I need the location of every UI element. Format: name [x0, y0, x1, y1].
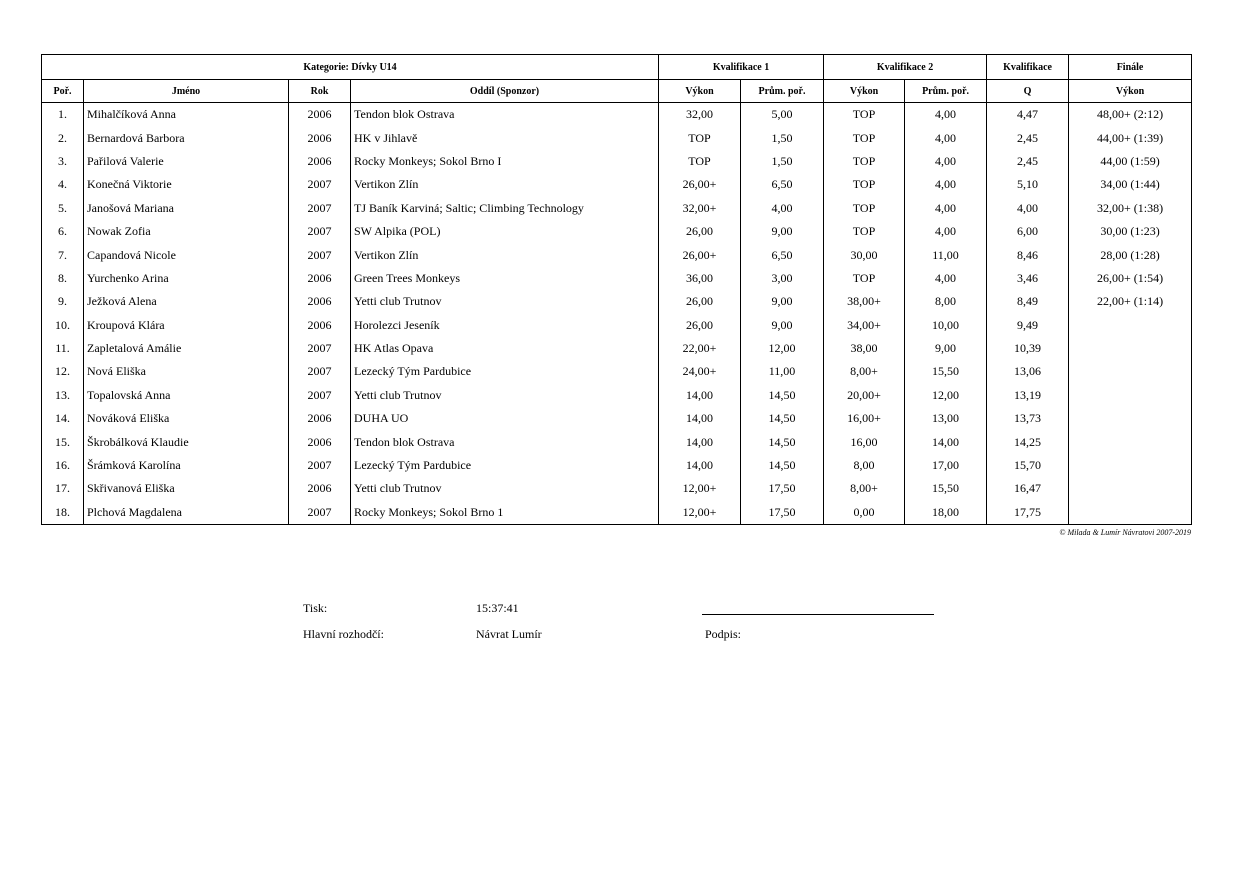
- q1-result-cell: 26,00: [659, 220, 741, 243]
- table-row: [42, 103, 1192, 127]
- col-q2-prum: Prům. poř.: [905, 80, 987, 103]
- col-name: Jméno: [84, 80, 289, 103]
- q1-rank-cell: 5,00: [741, 103, 824, 127]
- q-cell: 2,45: [987, 150, 1069, 173]
- rank-cell: 17.: [42, 477, 84, 500]
- club-cell: Tendon blok Ostrava: [351, 103, 659, 127]
- q2-rank-cell: 9,00: [905, 337, 987, 360]
- year-cell: 2006: [289, 150, 351, 173]
- q2-result-cell: 8,00: [824, 454, 905, 477]
- club-cell: DUHA UO: [351, 407, 659, 430]
- q1-rank-cell: 17,50: [741, 501, 824, 525]
- q1-result-cell: 12,00+: [659, 501, 741, 525]
- name-cell: Kroupová Klára: [84, 314, 289, 337]
- club-cell: HK v Jihlavě: [351, 126, 659, 149]
- club-cell: Rocky Monkeys; Sokol Brno 1: [351, 501, 659, 525]
- col-club: Oddíl (Sponzor): [351, 80, 659, 103]
- q-cell: 10,39: [987, 337, 1069, 360]
- final-result-cell: [1069, 407, 1192, 430]
- table-row: [42, 290, 1192, 313]
- club-cell: Yetti club Trutnov: [351, 290, 659, 313]
- final-result-cell: 48,00+ (2:12): [1069, 103, 1192, 127]
- q1-rank-cell: 14,50: [741, 384, 824, 407]
- q1-result-cell: 22,00+: [659, 337, 741, 360]
- q-cell: 2,45: [987, 126, 1069, 149]
- table-row: [42, 197, 1192, 220]
- q-cell: 13,73: [987, 407, 1069, 430]
- name-cell: Plchová Magdalena: [84, 501, 289, 525]
- rank-cell: 15.: [42, 430, 84, 453]
- rank-cell: 14.: [42, 407, 84, 430]
- club-cell: Lezecký Tým Pardubice: [351, 454, 659, 477]
- rank-cell: 5.: [42, 197, 84, 220]
- year-cell: 2007: [289, 360, 351, 383]
- col-q2-vykon: Výkon: [824, 80, 905, 103]
- q2-rank-cell: 8,00: [905, 290, 987, 313]
- q1-rank-cell: 3,00: [741, 267, 824, 290]
- club-cell: Horolezci Jeseník: [351, 314, 659, 337]
- q1-result-cell: 14,00: [659, 430, 741, 453]
- final-result-cell: 44,00 (1:59): [1069, 150, 1192, 173]
- q2-result-cell: TOP: [824, 173, 905, 196]
- name-cell: Mihalčíková Anna: [84, 103, 289, 127]
- q2-result-cell: 20,00+: [824, 384, 905, 407]
- col-q1-vykon: Výkon: [659, 80, 741, 103]
- rank-cell: 6.: [42, 220, 84, 243]
- q-cell: 3,46: [987, 267, 1069, 290]
- q1-rank-cell: 9,00: [741, 314, 824, 337]
- q1-result-cell: 12,00+: [659, 477, 741, 500]
- table-row: [42, 220, 1192, 243]
- q1-result-cell: TOP: [659, 150, 741, 173]
- table-row: [42, 314, 1192, 337]
- q1-result-cell: 24,00+: [659, 360, 741, 383]
- table-row: [42, 501, 1192, 525]
- name-cell: Pařilová Valerie: [84, 150, 289, 173]
- year-cell: 2007: [289, 173, 351, 196]
- qual-header: Kvalifikace: [987, 55, 1069, 80]
- qual1-header: Kvalifikace 1: [659, 55, 824, 80]
- signature-label: Podpis:: [705, 627, 742, 641]
- rank-cell: 9.: [42, 290, 84, 313]
- q2-rank-cell: 4,00: [905, 197, 987, 220]
- table-row: [42, 430, 1192, 453]
- final-result-cell: 28,00 (1:28): [1069, 243, 1192, 266]
- final-result-cell: 30,00 (1:23): [1069, 220, 1192, 243]
- table-row: [42, 126, 1192, 149]
- name-cell: Capandová Nicole: [84, 243, 289, 266]
- table-row: [42, 150, 1192, 173]
- q1-result-cell: 14,00: [659, 407, 741, 430]
- q2-result-cell: 16,00: [824, 430, 905, 453]
- print-label: Tisk:: [303, 601, 328, 615]
- rank-cell: 4.: [42, 173, 84, 196]
- year-cell: 2006: [289, 430, 351, 453]
- q2-rank-cell: 4,00: [905, 220, 987, 243]
- club-cell: HK Atlas Opava: [351, 337, 659, 360]
- year-cell: 2007: [289, 197, 351, 220]
- q2-rank-cell: 11,00: [905, 243, 987, 266]
- q1-result-cell: 14,00: [659, 384, 741, 407]
- club-cell: Lezecký Tým Pardubice: [351, 360, 659, 383]
- final-result-cell: 26,00+ (1:54): [1069, 267, 1192, 290]
- name-cell: Ježková Alena: [84, 290, 289, 313]
- q-cell: 13,06: [987, 360, 1069, 383]
- print-time: 15:37:41: [476, 601, 519, 615]
- q1-result-cell: 32,00+: [659, 197, 741, 220]
- rank-cell: 7.: [42, 243, 84, 266]
- name-cell: Skřivanová Eliška: [84, 477, 289, 500]
- judge-name: Návrat Lumír: [476, 627, 542, 641]
- q1-result-cell: 26,00: [659, 314, 741, 337]
- q2-result-cell: TOP: [824, 267, 905, 290]
- q1-rank-cell: 4,00: [741, 197, 824, 220]
- rank-cell: 3.: [42, 150, 84, 173]
- final-result-cell: [1069, 384, 1192, 407]
- club-cell: Yetti club Trutnov: [351, 477, 659, 500]
- year-cell: 2007: [289, 454, 351, 477]
- club-cell: Yetti club Trutnov: [351, 384, 659, 407]
- q-cell: 9,49: [987, 314, 1069, 337]
- table-row: [42, 360, 1192, 383]
- name-cell: Šrámková Karolína: [84, 454, 289, 477]
- club-cell: Vertikon Zlín: [351, 173, 659, 196]
- q1-rank-cell: 17,50: [741, 477, 824, 500]
- final-result-cell: [1069, 477, 1192, 500]
- name-cell: Bernardová Barbora: [84, 126, 289, 149]
- name-cell: Konečná Viktorie: [84, 173, 289, 196]
- q2-rank-cell: 4,00: [905, 126, 987, 149]
- col-final-vykon: Výkon: [1069, 80, 1192, 103]
- q2-result-cell: TOP: [824, 126, 905, 149]
- q-cell: 6,00: [987, 220, 1069, 243]
- q1-rank-cell: 9,00: [741, 290, 824, 313]
- final-result-cell: [1069, 430, 1192, 453]
- q-cell: 8,46: [987, 243, 1069, 266]
- rank-cell: 8.: [42, 267, 84, 290]
- q2-rank-cell: 4,00: [905, 103, 987, 127]
- q2-rank-cell: 17,00: [905, 454, 987, 477]
- name-cell: Yurchenko Arina: [84, 267, 289, 290]
- q2-result-cell: TOP: [824, 197, 905, 220]
- q1-result-cell: 32,00: [659, 103, 741, 127]
- name-cell: Škrobálková Klaudie: [84, 430, 289, 453]
- name-cell: Janošová Mariana: [84, 197, 289, 220]
- table-row: [42, 173, 1192, 196]
- final-result-cell: [1069, 454, 1192, 477]
- results-table: [41, 54, 1192, 525]
- final-result-cell: [1069, 501, 1192, 525]
- year-cell: 2007: [289, 243, 351, 266]
- club-cell: Tendon blok Ostrava: [351, 430, 659, 453]
- q2-result-cell: TOP: [824, 103, 905, 127]
- header-row-columns: [42, 80, 1192, 103]
- club-cell: Green Trees Monkeys: [351, 267, 659, 290]
- club-cell: TJ Baník Karviná; Saltic; Climbing Technology: [351, 197, 659, 220]
- club-cell: SW Alpika (POL): [351, 220, 659, 243]
- year-cell: 2007: [289, 501, 351, 525]
- col-por: Poř.: [42, 80, 84, 103]
- club-cell: Vertikon Zlín: [351, 243, 659, 266]
- col-q: Q: [987, 80, 1069, 103]
- q2-result-cell: 16,00+: [824, 407, 905, 430]
- q2-result-cell: TOP: [824, 220, 905, 243]
- rank-cell: 16.: [42, 454, 84, 477]
- q-cell: 15,70: [987, 454, 1069, 477]
- q-cell: 4,47: [987, 103, 1069, 127]
- final-result-cell: [1069, 314, 1192, 337]
- copyright-note: © Milada & Lumír Návratovi 2007-2019: [1059, 528, 1191, 537]
- table-row: [42, 384, 1192, 407]
- q2-rank-cell: 4,00: [905, 173, 987, 196]
- name-cell: Nová Eliška: [84, 360, 289, 383]
- q2-result-cell: 34,00+: [824, 314, 905, 337]
- qual2-header: Kvalifikace 2: [824, 55, 987, 80]
- q2-result-cell: 38,00: [824, 337, 905, 360]
- q2-result-cell: 30,00: [824, 243, 905, 266]
- header-row-top: [42, 55, 1192, 80]
- signature-line: [702, 614, 934, 615]
- year-cell: 2006: [289, 126, 351, 149]
- q1-rank-cell: 14,50: [741, 430, 824, 453]
- q-cell: 14,25: [987, 430, 1069, 453]
- q1-rank-cell: 14,50: [741, 407, 824, 430]
- q1-rank-cell: 11,00: [741, 360, 824, 383]
- q1-result-cell: 14,00: [659, 454, 741, 477]
- club-cell: Rocky Monkeys; Sokol Brno I: [351, 150, 659, 173]
- q2-result-cell: 8,00+: [824, 477, 905, 500]
- q-cell: 16,47: [987, 477, 1069, 500]
- final-result-cell: [1069, 337, 1192, 360]
- q1-result-cell: 26,00: [659, 290, 741, 313]
- q2-rank-cell: 4,00: [905, 150, 987, 173]
- table-row: [42, 477, 1192, 500]
- table-row: [42, 407, 1192, 430]
- rank-cell: 11.: [42, 337, 84, 360]
- q1-result-cell: 36,00: [659, 267, 741, 290]
- rank-cell: 18.: [42, 501, 84, 525]
- final-result-cell: 34,00 (1:44): [1069, 173, 1192, 196]
- year-cell: 2006: [289, 103, 351, 127]
- year-cell: 2007: [289, 384, 351, 407]
- col-q1-prum: Prům. poř.: [741, 80, 824, 103]
- q2-rank-cell: 4,00: [905, 267, 987, 290]
- q1-rank-cell: 1,50: [741, 126, 824, 149]
- name-cell: Nováková Eliška: [84, 407, 289, 430]
- q1-rank-cell: 14,50: [741, 454, 824, 477]
- rank-cell: 10.: [42, 314, 84, 337]
- category-title: Kategorie: Dívky U14: [42, 55, 659, 80]
- q-cell: 17,75: [987, 501, 1069, 525]
- name-cell: Zapletalová Amálie: [84, 337, 289, 360]
- table-row: [42, 243, 1192, 266]
- rank-cell: 2.: [42, 126, 84, 149]
- year-cell: 2006: [289, 407, 351, 430]
- q2-result-cell: 8,00+: [824, 360, 905, 383]
- table-row: [42, 454, 1192, 477]
- q1-rank-cell: 6,50: [741, 243, 824, 266]
- q2-rank-cell: 12,00: [905, 384, 987, 407]
- year-cell: 2007: [289, 337, 351, 360]
- year-cell: 2006: [289, 290, 351, 313]
- q2-rank-cell: 15,50: [905, 360, 987, 383]
- year-cell: 2006: [289, 267, 351, 290]
- final-result-cell: [1069, 360, 1192, 383]
- name-cell: Topalovská Anna: [84, 384, 289, 407]
- judge-label: Hlavní rozhodčí:: [303, 627, 384, 641]
- q1-result-cell: TOP: [659, 126, 741, 149]
- q1-rank-cell: 9,00: [741, 220, 824, 243]
- q2-rank-cell: 18,00: [905, 501, 987, 525]
- final-result-cell: 44,00+ (1:39): [1069, 126, 1192, 149]
- rank-cell: 13.: [42, 384, 84, 407]
- table-row: [42, 337, 1192, 360]
- q1-result-cell: 26,00+: [659, 173, 741, 196]
- q-cell: 13,19: [987, 384, 1069, 407]
- q2-rank-cell: 10,00: [905, 314, 987, 337]
- final-result-cell: 22,00+ (1:14): [1069, 290, 1192, 313]
- q2-result-cell: 38,00+: [824, 290, 905, 313]
- name-cell: Nowak Zofia: [84, 220, 289, 243]
- q1-rank-cell: 1,50: [741, 150, 824, 173]
- final-result-cell: 32,00+ (1:38): [1069, 197, 1192, 220]
- year-cell: 2007: [289, 220, 351, 243]
- results-body: [42, 103, 1192, 525]
- q2-rank-cell: 13,00: [905, 407, 987, 430]
- q1-rank-cell: 6,50: [741, 173, 824, 196]
- q1-result-cell: 26,00+: [659, 243, 741, 266]
- year-cell: 2006: [289, 314, 351, 337]
- q2-result-cell: 0,00: [824, 501, 905, 525]
- year-cell: 2006: [289, 477, 351, 500]
- q2-rank-cell: 14,00: [905, 430, 987, 453]
- q-cell: 4,00: [987, 197, 1069, 220]
- q2-result-cell: TOP: [824, 150, 905, 173]
- q-cell: 8,49: [987, 290, 1069, 313]
- q1-rank-cell: 12,00: [741, 337, 824, 360]
- final-header: Finále: [1069, 55, 1192, 80]
- rank-cell: 1.: [42, 103, 84, 127]
- rank-cell: 12.: [42, 360, 84, 383]
- q2-rank-cell: 15,50: [905, 477, 987, 500]
- table-row: [42, 267, 1192, 290]
- col-year: Rok: [289, 80, 351, 103]
- q-cell: 5,10: [987, 173, 1069, 196]
